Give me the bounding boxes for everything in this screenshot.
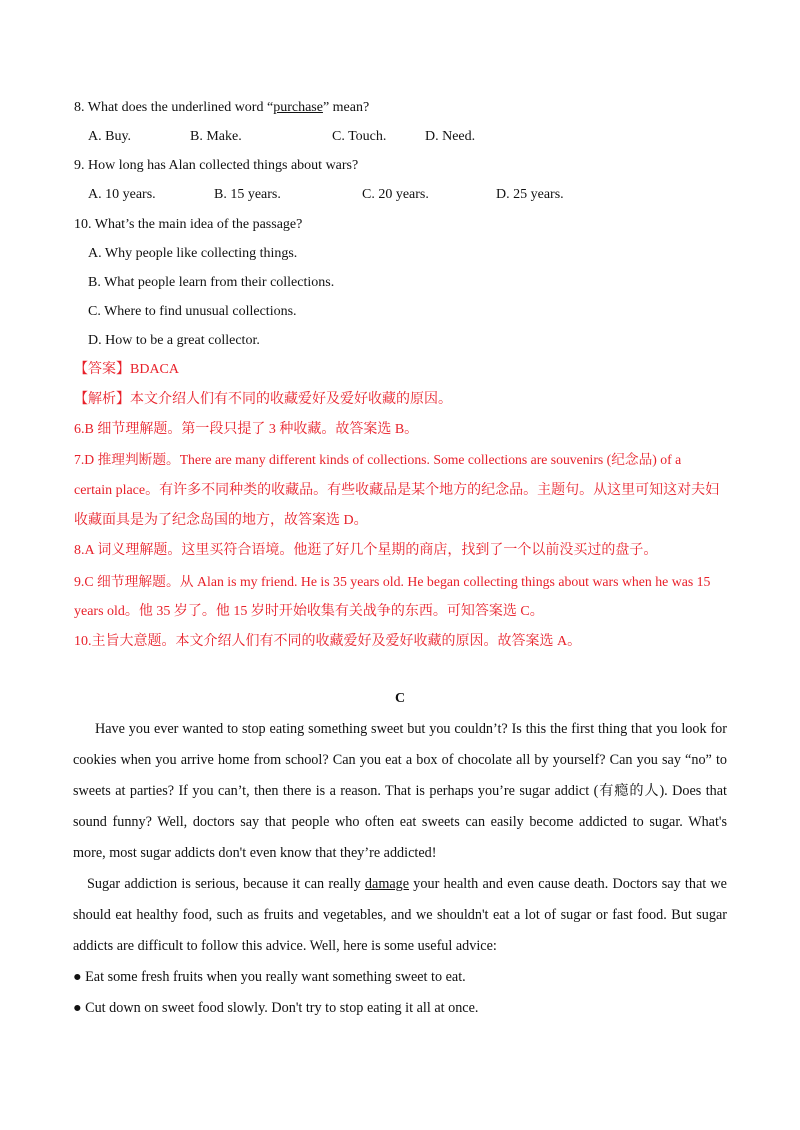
question-8-stem-pre: 8. What does the underlined word “ [74,100,274,115]
question-10-option-b: B. What people learn from their collections. [88,275,335,290]
answer-line [74,361,179,379]
question-8-option-d: D. Need. [425,129,476,144]
question-9-stem: 9. How long has Alan collected things about wars? [74,158,359,173]
passage-paragraph-2 [73,869,727,962]
analysis-label: 【解析】 [74,392,130,407]
explanation-9-line-1: 9.C 细节理解题。从 Alan is my friend. He is 35 years old. He began collecting things about wars when he was 15 [74,574,711,589]
paragraph-2-pre: Sugar addiction is serious, because it can really [87,876,365,892]
passage [73,714,727,1024]
answer-value: BDACA [130,362,180,377]
question-10-option-d: D. How to be a great collector. [88,333,260,348]
advice-bullet-1: ● Eat some fresh fruits when you really want something sweet to eat. [73,969,466,985]
explanation-7-line-2: certain place。有许多不同种类的收藏品。有些收藏品是某个地方的纪念品。主题句。从这里可知这对夫妇 [74,483,720,498]
explanation-6: 6.B 细节理解题。第一段只提了 3 种收藏。故答案选 B。 [74,422,419,437]
passage-paragraph-1: Have you ever wanted to stop eating something sweet but you couldn’t? Is this the first thing that you look for cookies when you arrive home from school? Can you eat a box of chocolate all by yourself? Can you say “no” to sweets at parties? If you can’t, then there is a reason. That is perhaps you’re sugar addict (有瘾的人). Does that sound funny? Well, doctors say that people who often eat sweets can easily become addicted to sugar. What's more, most sugar addicts don't even know that they’re addicted! [73,721,727,861]
question-8-stem-post: ” mean? [322,100,370,115]
explanation-7-line-1: 7.D 推理判断题。There are many different kinds of collections. Some collections are souvenirs (纪念品) of a [74,452,682,467]
question-8-stem [74,99,369,117]
question-10-option-c: C. Where to find unusual collections. [88,304,297,319]
question-8-option-c: C. Touch. [332,129,387,144]
underlined-word-damage: damage [364,876,410,892]
explanation-9-line-2: years old。他 35 岁了。他 15 岁时开始收集有关战争的东西。可知答案选 C。 [74,604,544,619]
underlined-word-purchase: purchase [273,100,323,115]
question-9-option-a: A. 10 years. [88,187,156,202]
question-9-option-d: D. 25 years. [496,187,564,202]
question-9-option-c: C. 20 years. [362,187,429,202]
explanation-10: 10.主旨大意题。本文介绍人们有不同的收藏爱好及爱好收藏的原因。故答案选 A。 [74,634,582,649]
section-heading: C [394,691,406,706]
analysis-text: 本文介绍人们有不同的收藏爱好及爱好收藏的原因。 [130,392,452,407]
question-8-option-a: A. Buy. [88,129,132,144]
question-10-stem: 10. What’s the main idea of the passage? [74,217,303,232]
advice-bullet-2: ● Cut down on sweet food slowly. Don't try to stop eating it all at once. [73,1000,479,1016]
question-8-option-b: B. Make. [190,129,242,144]
analysis-line [74,391,452,409]
question-10-option-a: A. Why people like collecting things. [88,246,298,261]
answer-label: 【答案】 [74,362,130,377]
explanation-8: 8.A 词义理解题。这里买符合语境。他逛了好几个星期的商店，找到了一个以前没买过的盘子。 [74,543,658,558]
paragraph-2-post: your health and even cause death. Doctors say that we should eat healthy food, such as fruits and vegetables, and we shouldn't eat a lot of sugar or fast food. But sugar addicts are difficult to follow this advice. Well, here is some useful advice: [73,876,727,954]
explanation-7-line-3: 收藏面具是为了纪念岛国的地方，故答案选 D。 [74,513,368,528]
question-9-option-b: B. 15 years. [214,187,281,202]
